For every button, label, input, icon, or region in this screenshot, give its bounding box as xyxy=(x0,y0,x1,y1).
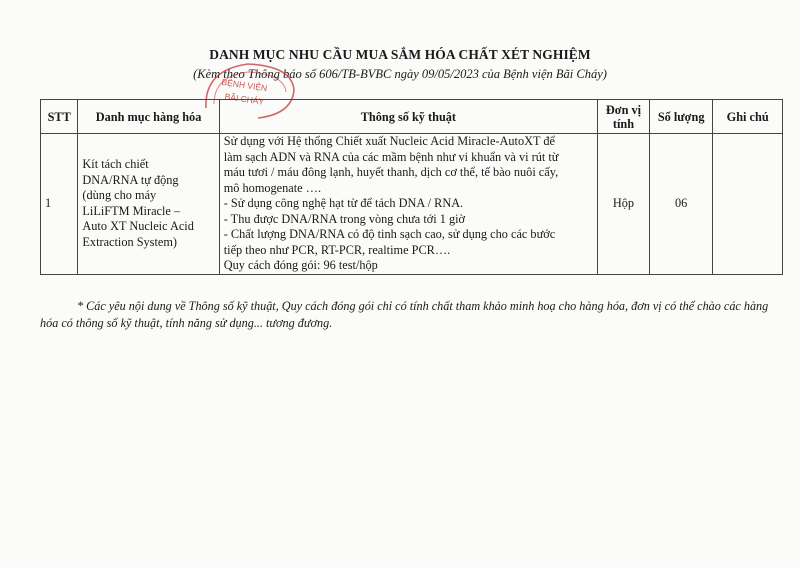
header-item-name: Danh mục hàng hóa xyxy=(78,100,219,134)
cell-item-name xyxy=(78,134,219,275)
header-unit xyxy=(598,100,650,134)
stamp-text-line2: BÃI CHÁY xyxy=(224,91,265,107)
spec-line: tiếp theo như PCR, RT-PCR, realtime PCR…. xyxy=(223,242,451,257)
spec-line: - Chất lượng DNA/RNA có độ tinh sạch cao, sử dụng cho các bước xyxy=(223,227,556,241)
item-name-line: (dùng cho máy xyxy=(82,188,157,203)
header-quantity: Số lượng xyxy=(649,100,712,134)
procurement-table xyxy=(40,99,783,275)
stamp-text-line1: BỆNH VIỆN xyxy=(221,76,268,94)
spec-line: Sử dụng với Hệ thống Chiết xuất Nucleic Acid Miracle-AutoXT để xyxy=(223,134,555,148)
spec-line: Quy cách đóng gói: 96 test/hộp xyxy=(223,258,378,272)
cell-notes xyxy=(713,134,783,275)
document-subtitle: (Kèm theo Thông báo số 606/TB-BVBC ngày 09/05/2023 của Bệnh viện Bãi Cháy) xyxy=(193,67,607,81)
cell-stt: 1 xyxy=(41,134,78,275)
document-title: DANH MỤC NHU CẦU MUA SẮM HÓA CHẤT XÉT NGHIỆM xyxy=(209,47,591,62)
item-name-line: LiLiFTM Miracle – xyxy=(82,203,181,218)
item-name-line: Auto XT Nucleic Acid xyxy=(82,219,194,234)
header-unit-line2: tính xyxy=(612,116,635,131)
item-name-line: Extraction System) xyxy=(82,234,178,249)
spec-line: - Sử dụng công nghệ hạt từ để tách DNA / RNA. xyxy=(223,196,464,210)
header-specifications: Thông số kỹ thuật xyxy=(219,100,597,134)
spec-line: - Thu được DNA/RNA trong vòng chưa tới 1 giờ xyxy=(223,211,466,226)
item-name-line: Kít tách chiết xyxy=(82,157,149,172)
table-header-row xyxy=(41,100,783,134)
cell-specifications xyxy=(219,134,597,275)
header-unit-line1: Đơn vị xyxy=(605,102,642,117)
spec-line: làm sạch ADN và RNA của các mầm bệnh như vi khuẩn và vi rút từ xyxy=(223,149,559,164)
header-stt: STT xyxy=(41,100,78,134)
cell-quantity: 06 xyxy=(649,134,712,275)
spec-line: máu tươi / máu đông lạnh, huyết thanh, dịch cơ thể, tế bào nuôi cấy, xyxy=(223,165,559,179)
header-notes: Ghi chú xyxy=(713,100,783,134)
cell-unit: Hộp xyxy=(598,134,650,275)
table-row xyxy=(41,134,783,275)
footnote: * Các yêu nội dung về Thông số kỹ thuật, Quy cách đóng gói chỉ có tính chất tham khảo minh hoạ cho hàng hóa, đơn vị có thể chào các hàng hóa có thông số kỹ thuật, tính năng sử dụng... tương đương. xyxy=(40,299,769,330)
spec-line: mô homogenate …. xyxy=(223,180,322,195)
item-name-line: DNA/RNA tự động xyxy=(82,172,179,187)
